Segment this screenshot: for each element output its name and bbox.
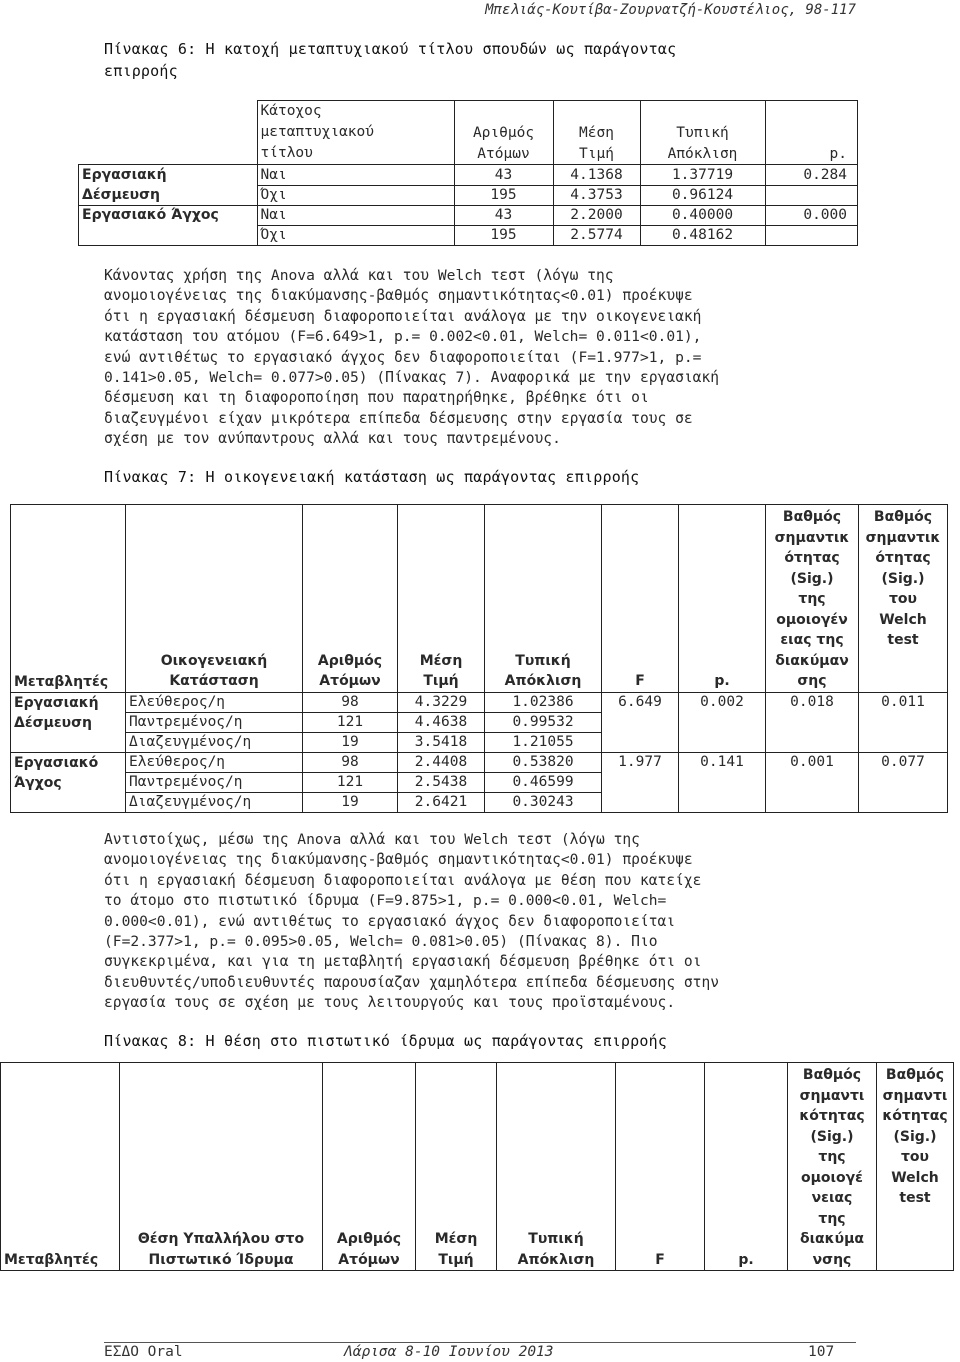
table-cell: 2.6421 [398,792,485,812]
table-cell: 3.5418 [398,732,485,752]
table7-header-p: p. [679,505,766,693]
table-cell: 43 [454,206,553,226]
table-cell: 0.018 [766,692,859,752]
table-cell: 0.002 [679,692,766,752]
table6-header-sd: Τυπική Απόκλιση [640,101,765,165]
table-cell: 2.5438 [398,772,485,792]
table6-header-holder: Κάτοχος μεταπτυχιακού τίτλου [257,101,454,165]
table-cell: 0.53820 [485,752,602,772]
table8-header-sig-welch: Βαθμός σημαντι κότητας (Sig.) του Welch test [877,1063,954,1271]
table-cell: Παντρεμένος/η [126,772,303,792]
paragraph-2: Αντιστοίχως, μέσω της Anova αλλά και του Welch τεστ (λόγω της ανομοιογένειας της διακύμανσης-βαθμός σημαντικότητας<0.01) προέκυψε ότι η εργασιακή δέσμευση διαφοροποιείται ανάλογα με θέση που κατείχε το άτομο στο πιστωτικό ίδρυμα (F=9.875>1, p.= 0.000<0.01, Welch= 0.000<0.01), ενώ αντιθέτως το εργασιακό άγχος δεν διαφοροποιείται (F=2.377>1, p.= 0.095>0.05, Welch= 0.081>0.05) (Πίνακας 8). Πιο συγκεκριμένα, και για τη μεταβλητή εργασιακή δέσμευση βρέθηκε ότι οι διευθυντές/υποδιευθυντές παρουσίαζαν χαμηλότερα επίπεδα δέσμευσης στην εργασία τους σε σχέση με τους λειτουργούς και τους προϊσταμένους. [104,831,720,1012]
footer-left: ΕΣΔΟ Oral [104,1344,183,1360]
table-cell: 6.649 [602,692,679,752]
table-cell: 0.48162 [640,226,765,246]
table7-header-sig-welch: Βαθμός σημαντικ ότητας (Sig.) του Welch test [859,505,948,693]
table-cell: 0.000 [765,206,858,226]
running-header: Μπελιάς-Κουτίβα-Ζουρνατζή-Κουστέλιος, 98-117 [485,2,856,18]
table-cell: 4.1368 [553,165,640,186]
table6-caption-line1: Πίνακας 6: Η κατοχή μεταπτυχιακού τίτλου σπουδών ως παράγοντας [104,40,677,58]
table7-header-f: F [602,505,679,693]
table-cell: 1.37719 [640,165,765,186]
table-cell: 0.077 [859,752,948,812]
table-cell: 1.21055 [485,732,602,752]
table-cell: 0.011 [859,692,948,752]
table-cell: 0.141 [679,752,766,812]
table-cell: Διαζευγμένος/η [126,792,303,812]
table7-header-mean: Μέση Τιμή [398,505,485,693]
table-cell: 98 [303,692,398,712]
table-cell: 0.284 [765,165,858,186]
table6-header-n: Αριθμός Ατόμων [454,101,553,165]
table-cell: 121 [303,772,398,792]
table8-header-sig-homogeneity: Βαθμός σημαντι κότητας (Sig.) της ομοιογέ νειας της διακύμα νσης [788,1063,877,1271]
table-cell: 4.4638 [398,712,485,732]
table-cell: 195 [454,226,553,246]
footer-divider [104,1342,856,1343]
table8-header-mean: Μέση Τιμή [416,1063,497,1271]
table-cell: 1.02386 [485,692,602,712]
table6-var-commitment: Εργασιακή Δέσμευση [79,165,258,206]
table7-var-commitment: Εργασιακή Δέσμευση [11,692,126,752]
table7-header-sig-homogeneity: Βαθμός σημαντικ ότητας (Sig.) της ομοιογέν ειας της διακύμαν σης [766,505,859,693]
table7-header-sd: Τυπική Απόκλιση [485,505,602,693]
table-cell: Όχι [257,226,454,246]
table8 [0,1062,954,1271]
table6-caption-line2: επιρροής [104,62,178,80]
table8-header-n: Αριθμός Ατόμων [323,1063,416,1271]
table-cell: 0.99532 [485,712,602,732]
table7-header-status: Οικογενειακή Κατάσταση [126,505,303,693]
table-cell: Ελεύθερος/η [126,692,303,712]
table-cell: Ελεύθερος/η [126,752,303,772]
table7-var-stress: Εργασιακό Άγχος [11,752,126,812]
table-cell: 121 [303,712,398,732]
paragraph-1: Κάνοντας χρήση της Anova αλλά και του Welch τεστ (λόγω της ανομοιογένειας της διακύμανσης-βαθμός σημαντικότητας<0.01) προέκυψε ότι η εργασιακή δέσμευση διαφοροποιείται ανάλογα με την οικογενειακή κατάσταση του ατόμου (F=6.649>1, p.= 0.002<0.01, Welch= 0.011<0.01), ενώ αντιθέτως το εργασιακό άγχος δεν διαφοροποιείται (F=1.977>1, p.= 0.141>0.05, Welch= 0.077>0.05) (Πίνακας 7). Αναφορικά με την εργασιακή δέσμευση και τη διαφοροποίηση που παρατηρήθηκε, βρέθηκε ότι οι διαζευγμένοι είχαν μικρότερα επίπεδα δέσμευσης στην εργασία τους σε σχέση με τον ανύπαντρους αλλά και τους παντρεμένους. [104,267,720,448]
table8-header-position: Θέση Υπαλλήλου στο Πιστωτικό Ίδρυμα [120,1063,323,1271]
table7-caption: Πίνακας 7: Η οικογενειακή κατάσταση ως παράγοντας επιρροής [104,468,640,486]
table-cell: 43 [454,165,553,186]
page-number: 107 [808,1344,835,1360]
table-cell [765,185,858,206]
table6-header-mean: Μέση Τιμή [553,101,640,165]
table-cell: Όχι [257,185,454,206]
table-cell: 0.46599 [485,772,602,792]
table8-header-sd: Τυπική Απόκλιση [497,1063,616,1271]
table-cell: 195 [454,185,553,206]
table-cell: 0.001 [766,752,859,812]
table6-header-p: p. [765,101,858,165]
table8-header-var: Μεταβλητές [1,1063,120,1271]
table-cell: 2.2000 [553,206,640,226]
table7-header-var: Μεταβλητές [11,505,126,693]
table-cell: 0.96124 [640,185,765,206]
table-cell: 98 [303,752,398,772]
footer-center: Λάρισα 8-10 Ιουνίου 2013 [344,1344,554,1360]
table-cell: Διαζευγμένος/η [126,732,303,752]
table-cell [765,226,858,246]
table7-header-n: Αριθμός Ατόμων [303,505,398,693]
table6 [78,100,858,246]
table-cell: 4.3229 [398,692,485,712]
table-cell: 19 [303,792,398,812]
table-cell: 0.40000 [640,206,765,226]
table-cell: Παντρεμένος/η [126,712,303,732]
table-cell: Ναι [257,206,454,226]
table8-header-f: F [616,1063,705,1271]
table-cell: 1.977 [602,752,679,812]
table7 [10,504,948,813]
table-cell: 0.30243 [485,792,602,812]
table-cell: Ναι [257,165,454,186]
table-cell: 2.5774 [553,226,640,246]
table-cell: 4.3753 [553,185,640,206]
table6-var-stress: Εργασιακό Άγχος [79,206,258,246]
table8-caption: Πίνακας 8: Η θέση στο πιστωτικό ίδρυμα ως παράγοντας επιρροής [104,1032,668,1050]
table-cell: 2.4408 [398,752,485,772]
table8-header-p: p. [705,1063,788,1271]
table-cell: 19 [303,732,398,752]
